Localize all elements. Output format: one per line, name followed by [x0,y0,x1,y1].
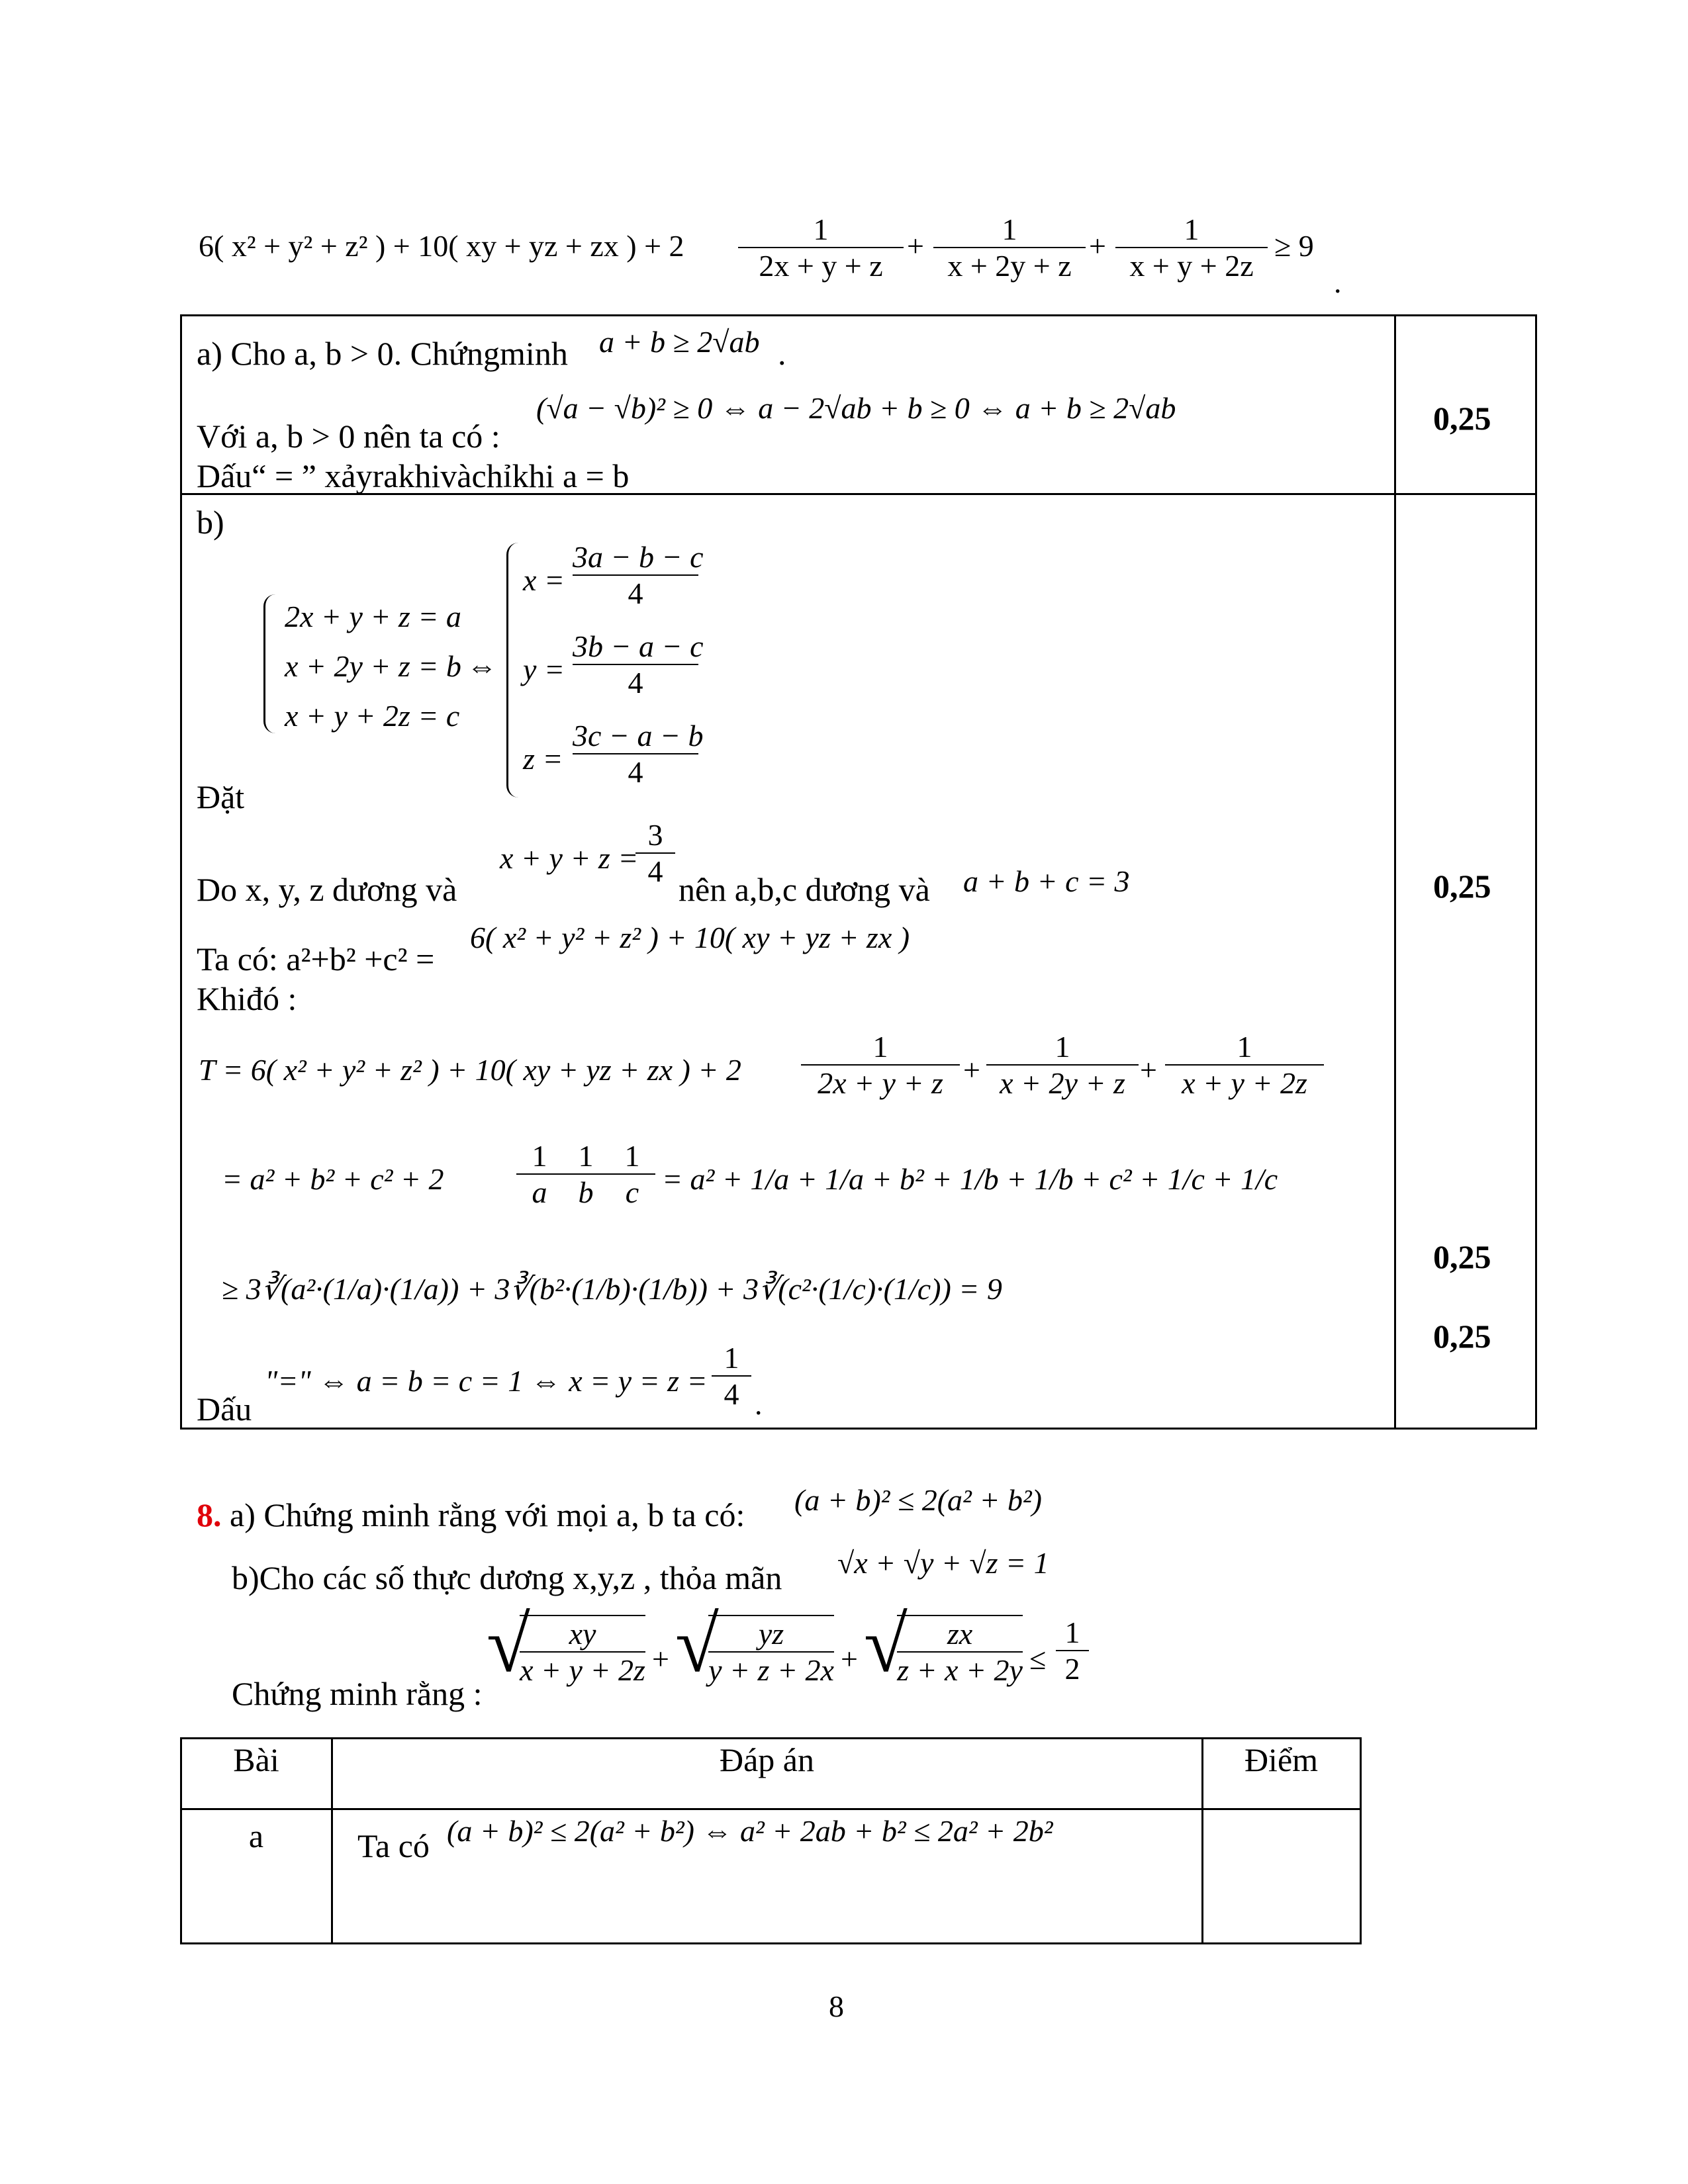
table2-bottom-border [180,1942,1362,1944]
rowB-score-1: 0,25 [1433,868,1491,905]
plus-sign: + [841,1642,858,1676]
rowA-line2: Với a, b > 0 nên ta có : [197,418,500,455]
table2-row-math: (a + b)² ≤ 2(a² + b²) ⇔ a² + 2ab + b² ≤ 2a² + 2b² [447,1814,1053,1848]
prove-label: Chứng minh rằng : [232,1675,483,1712]
system-eq-1: 2x + y + z = a [285,600,461,633]
rowA-score: 0,25 [1433,400,1491,437]
eq-frac-a: 1 a [516,1138,563,1210]
do-text: Do x, y, z dương và [197,871,457,908]
plus-sign: + [907,229,924,263]
rowB-label: b) [197,504,224,541]
table2-right-border [1360,1737,1362,1944]
problem8-part-a-line [197,1496,745,1534]
sum-lhs: x + y + z = [500,841,639,875]
problem-number: 8. [197,1496,222,1533]
table2-row-taco: Ta có [357,1827,430,1864]
rowA-line3: Dấu“ = ” xảyrakhivàchỉkhi a = b [197,457,630,494]
problem8-part-b: b)Cho các số thực dương x,y,z , thỏa mãn [232,1559,782,1596]
nen-text: nên a,b,c dương và [679,871,930,908]
rowA-line2-math: (√a − √b)² ≥ 0 ⇔ a − 2√ab + b ≥ 0 ⇔ a + b ≥ 2√ab [536,391,1176,425]
rowB-score-2: 0,25 [1433,1238,1491,1275]
sol-z-var: z = [523,742,563,776]
T-frac-2: 1 x + 2y + z [986,1029,1139,1101]
table2-header-diem: Điểm [1244,1741,1319,1778]
ineq-term-2: yz y + z + 2x [708,1615,834,1688]
table2-top-border [180,1737,1362,1739]
plus-sign: + [652,1642,669,1676]
T-frac-3: 1 x + y + 2z [1165,1029,1324,1101]
table2-header-dapan: Đáp án [720,1741,814,1778]
sqrt-icon: √ [675,1600,719,1688]
plus-sign: + [963,1053,980,1087]
T-left: T = 6( x² + y² + z² ) + 10( xy + yz + zx ) + 2 [199,1053,741,1087]
table1-bottom-border [180,1428,1537,1430]
abc-sum: a + b + c = 3 [963,864,1130,898]
eq-frac-b: 1 b [563,1138,609,1210]
table1-top-border [180,314,1537,316]
leq-sign: ≤ [1029,1642,1047,1676]
page-number: 8 [829,1989,844,2023]
dau-math: "=" ⇔ a = b = c = 1 ⇔ x = y = z = [265,1364,708,1398]
dau-frac: 1 4 [712,1340,751,1412]
amgm-line: ≥ 3∛(a²·(1/a)·(1/a)) + 3∛(b²·(1/b)·(1/b)) + 3∛(c²·(1/c)·(1/c)) = 9 [222,1272,1002,1306]
table2-header-bai: Bài [233,1741,279,1778]
table1-col-divider [1394,314,1396,1430]
ineq-term-1: xy x + y + 2z [520,1615,645,1688]
sol-y-var: y = [523,653,565,686]
header-frac-3: 1 x + y + 2z [1115,212,1268,283]
header-dot: . [1334,265,1342,299]
header-formula-right: ≥ 9 [1274,229,1314,263]
table1-left-border [180,314,182,1430]
plus-sign: + [1140,1053,1157,1087]
table2-row-bai: a [248,1817,264,1854]
khido-text: Khiđó : [197,980,297,1017]
table1-right-border [1535,314,1537,1430]
eq-line-left: = a² + b² + c² + 2 [222,1162,444,1196]
rowA-line1-math: a + b ≥ 2√ab [599,325,760,359]
eq-frac-c: 1 c [609,1138,655,1210]
table2-header-divider [180,1808,1362,1810]
header-formula-left: 6( x² + y² + z² ) + 10( xy + yz + zx ) + 2 [199,229,684,263]
system-eq-2: x + 2y + z = b [285,649,461,683]
solution-brace [506,543,523,797]
sol-y-frac: 3b − a − c 4 [573,629,704,700]
sqrt-icon: √ [487,1600,530,1688]
eq-line-right: = a² + 1/a + 1/a + b² + 1/b + 1/b + c² + 1/c + 1/c [662,1162,1278,1196]
sol-z-frac: 3c − a − b 4 [573,719,704,789]
plus-sign: + [1089,229,1106,263]
equivalence-icon: ⇔ [467,649,497,683]
sol-x-var: x = [523,563,565,597]
sol-x-frac: 3a − b − c 4 [573,540,704,610]
rowA-dot: . [778,335,786,372]
T-frac-1: 1 2x + y + z [801,1029,960,1101]
taco-text: Ta có: a²+b² +c² = [197,940,435,978]
rowA-line1: a) Cho a, b > 0. Chứngminh [197,335,568,372]
taco-math: 6( x² + y² + z² ) + 10( xy + yz + zx ) [470,921,910,954]
problem8-part-a: a) Chứng minh rằng với mọi a, b ta có: [230,1496,745,1533]
dau-label: Dấu [197,1390,252,1428]
rowB-score-3: 0,25 [1433,1318,1491,1355]
ineq-term-3: zx z + x + 2y [897,1615,1023,1688]
dau-dot: . [755,1387,763,1421]
header-frac-2: 1 x + 2y + z [933,212,1086,283]
header-frac-1: 1 2x + y + z [738,212,904,283]
dat-label: Đặt [197,778,245,815]
problem8-part-a-math: (a + b)² ≤ 2(a² + b²) [794,1483,1042,1517]
sqrt-icon: √ [864,1600,908,1688]
problem8-part-b-math: √x + √y + √z = 1 [837,1546,1049,1580]
ineq-rhs-frac: 1 2 [1056,1615,1089,1686]
system-brace [263,594,280,733]
sum-frac: 3 4 [635,817,675,889]
system-eq-3: x + y + 2z = c [285,699,460,733]
